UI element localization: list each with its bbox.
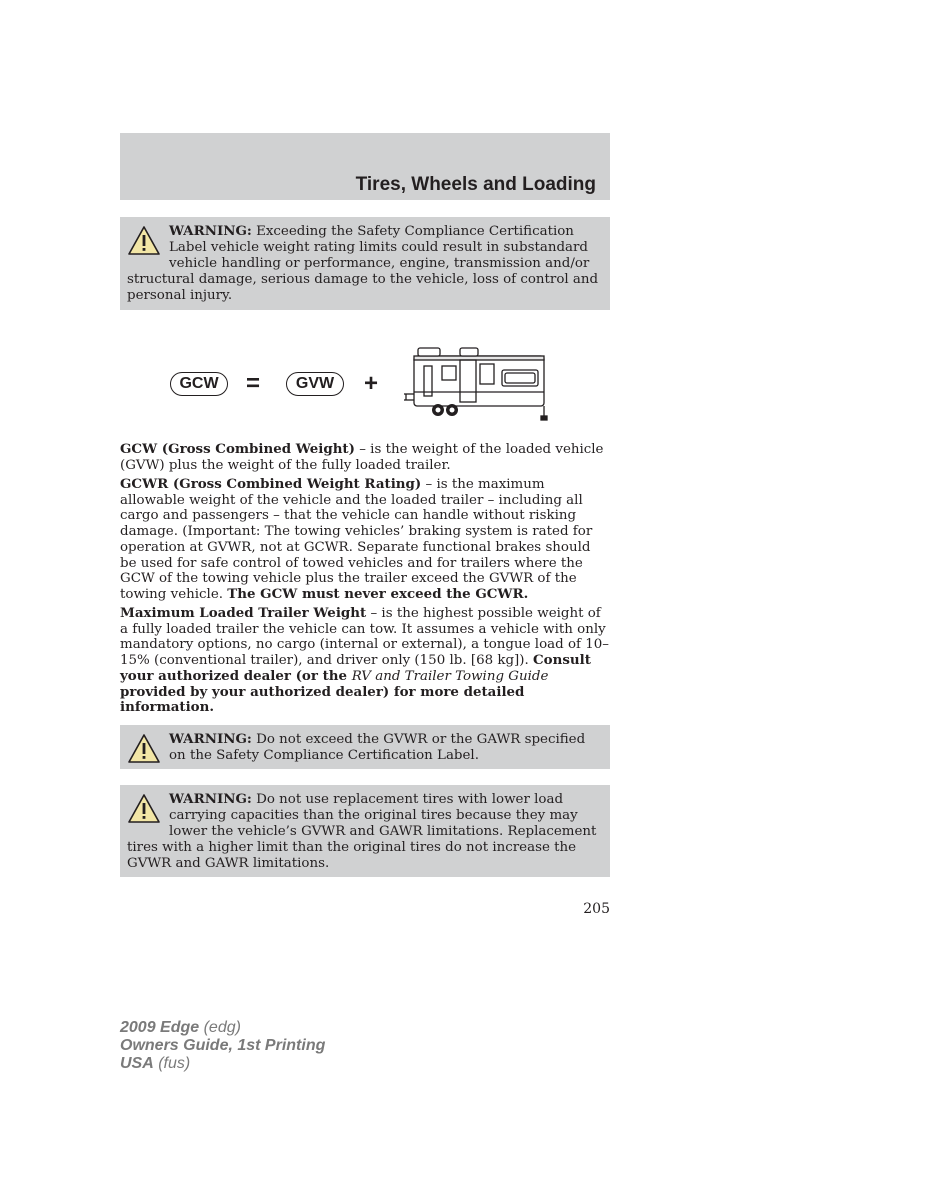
- travel-trailer-icon: [404, 342, 552, 424]
- gvw-pill: GVW: [286, 372, 344, 396]
- gcwr-emphasis: The GCW must never exceed the GCWR.: [227, 585, 529, 602]
- gcwr-term: GCWR (Gross Combined Weight Rating): [120, 476, 422, 492]
- mltw-consult-bold-end: provided by your authorized dealer) for more detailed information.: [120, 683, 525, 716]
- warning-body: Exceeding the Safety Compliance Certification Label vehicle weight rating limits could result in substandard vehicle handling or performance, engine, transmission and/or structural damage, serious damage to the vehicle, loss of control and personal injury.: [127, 224, 599, 303]
- warning-text: [127, 792, 596, 871]
- max-loaded-trailer-weight-definition: [120, 606, 610, 716]
- warning-text: [127, 224, 598, 303]
- towing-guide-title: RV and Trailer Towing Guide: [351, 668, 549, 684]
- warning-triangle-icon: [127, 225, 161, 257]
- equals-sign: =: [246, 370, 261, 397]
- warning-body: Do not use replacement tires with lower load carrying capacities than the original tires because they may lower the vehicle’s GVWR and GAWR limitations. Replacement tires with a higher limit than the original tires do not increase the GVWR and GAWR limitations.: [127, 792, 597, 871]
- warning-label: WARNING:: [169, 791, 252, 807]
- warning-label: WARNING:: [169, 731, 252, 747]
- warning-body: Do not exceed the GVWR or the GAWR specified on the Safety Compliance Certification Label.: [169, 732, 586, 763]
- warning-triangle-icon: [127, 793, 161, 825]
- warning-triangle-icon: [127, 733, 161, 765]
- gcw-diagram: [120, 340, 610, 430]
- warning-label: WARNING:: [169, 223, 252, 239]
- gcwr-text: – is the maximum allowable weight of the vehicle and the loaded trailer – including all cargo and passengers – that the vehicle can handle without risking damage. (Important: The towing vehicles’ braking system is rated for operation at GVWR, not at GCWR. Separate functional brakes should be used for safe control of towed vehicles and for trailers where the GCW of the towing vehicle plus the trailer exceed the GVWR of the towing vehicle.: [120, 477, 593, 602]
- footer-market: USA: [120, 1055, 154, 1072]
- header-band: [120, 133, 610, 200]
- mltw-text: – is the highest possible weight of a fully loaded trailer the vehicle can tow. It assumes a vehicle with only mandatory options, no cargo (internal or external), a tongue load of 10–15% (conventional trailer), and driver only (150 lb. [68 kg]).: [120, 606, 609, 669]
- warning-text: [169, 732, 585, 763]
- print-footer: [120, 1019, 325, 1073]
- page-title: Tires, Wheels and Loading: [355, 174, 596, 195]
- footer-model-line: [120, 1019, 325, 1037]
- warning-box-weight-limits: [120, 217, 610, 310]
- footer-market-code: (fus): [153, 1055, 191, 1072]
- gcw-definition: [120, 442, 610, 473]
- footer-model: 2009 Edge: [120, 1019, 200, 1036]
- plus-sign: +: [364, 370, 379, 397]
- footer-market-line: [120, 1055, 325, 1073]
- warning-box-gvwr-gawr: [120, 725, 610, 769]
- gcwr-definition: [120, 477, 610, 603]
- mltw-term: Maximum Loaded Trailer Weight: [120, 605, 367, 621]
- mltw-consult-bold: Consult your authorized dealer (or the: [120, 652, 591, 684]
- footer-model-code: (edg): [199, 1019, 241, 1036]
- gcw-term: GCW (Gross Combined Weight): [120, 441, 355, 457]
- gcw-text: – is the weight of the loaded vehicle (GVW) plus the weight of the fully loaded trailer.: [120, 442, 604, 473]
- footer-guide-line: Owners Guide, 1st Printing: [120, 1037, 326, 1054]
- page-number: 205: [583, 901, 610, 917]
- warning-box-replacement-tires: [120, 785, 610, 877]
- gcw-pill: GCW: [170, 372, 228, 396]
